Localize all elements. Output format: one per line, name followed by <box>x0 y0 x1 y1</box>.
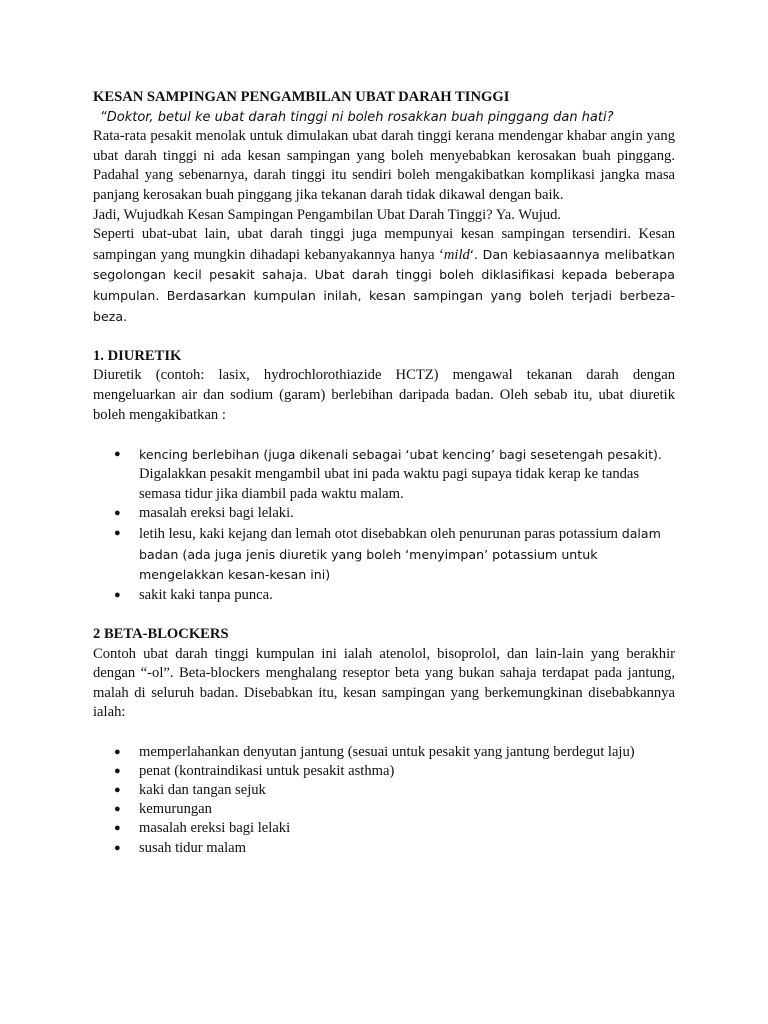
section-1-body: Diuretik (contoh: lasix, hydrochlorothiazide HCTZ) mengawal tekanan darah dengan mengeluarkan air dan sodium (garam) berlebihan daripada badan. Oleh sebab itu, ubat diuretik boleh mengakibatkan : <box>93 367 675 423</box>
list-item <box>93 819 675 838</box>
intro-paragraph-1: Rata-rata pesakit menolak untuk dimulakan ubat darah tinggi kerana mendengar khabar angin yang ubat darah tinggi ni ada kesan sampingan yang boleh menyebabkan kerosakan buah pinggang. Padahal yang sebenarnya, darah tinggi itu sendiri boleh mengakibatkan komplikasi jangka masa panjang kerosakan buah pinggang jika tekanan darah tidak dikawal dengan baik. <box>93 128 675 203</box>
list-item <box>93 504 675 524</box>
list-item-text: kemurungan <box>139 801 212 818</box>
intro-paragraph-3-end: ‘. Dan kebiasaannya melibatkan segolongan kecil pesakit sahaja. Ubat darah tinggi boleh diklasifikasi kepada beberapa kumpulan. Berdasarkan kumpulan inilah, kesan sampingan yang boleh terjadi berbeza-beza. <box>93 246 675 324</box>
list-item <box>93 762 675 781</box>
intro-paragraph-3-start: Seperti ubat-ubat lain, ubat darah tinggi juga mempunyai kesan sampingan tersendiri. Kesan sampingan yang mungkin dihadapi kebanyakannya hanya ‘ <box>93 226 675 263</box>
intro-paragraph-3 <box>93 225 675 327</box>
list-item <box>93 524 675 586</box>
list-item-text: penat (kontraindikasi untuk pesakit asthma) <box>139 762 395 779</box>
bullet-icon: ● <box>114 588 121 601</box>
section-2-heading: 2 BETA-BLOCKERS <box>93 626 229 643</box>
list-item-text: masalah ereksi bagi lelaki. <box>139 505 294 522</box>
bullet-icon: ● <box>114 822 121 835</box>
bullet-icon: ● <box>114 527 121 540</box>
spacer <box>93 425 675 445</box>
bullet-icon: ● <box>114 764 121 777</box>
bullet-icon: ● <box>114 841 121 854</box>
list-item <box>93 781 675 800</box>
opening-quote: “Doktor, betul ke ubat darah tinggi ni boleh rosakkan buah pinggang dan hati? <box>100 109 614 125</box>
list-item <box>93 743 675 762</box>
list-item-text: letih lesu, kaki kejang dan lemah otot disebabkan oleh penurunan paras potassium <box>139 526 619 543</box>
list-item-text: kencing berlebihan (juga dikenali sebagai ‘ubat kencing’ bagi sesetengah pesakit). <box>139 446 662 462</box>
document-title: KESAN SAMPINGAN PENGAMBILAN UBAT DARAH TINGGI <box>93 89 510 105</box>
list-item <box>93 800 675 819</box>
bullet-icon: ● <box>114 447 121 460</box>
list-item-text: masalah ereksi bagi lelaki <box>139 820 291 837</box>
section-2-body: Contoh ubat darah tinggi kumpulan ini ialah atenolol, bisoprolol, dan lain-lain yang berakhir dengan “-ol”. Beta-blockers menghalang reseptor beta yang bukan sahaja terdapat pada jantung, malah di seluruh badan. Disebabkan itu, kesan sampingan yang berkemungkinan disebabkannya ialah: <box>93 645 675 721</box>
list-item <box>93 445 675 505</box>
mild-term: mild <box>443 246 470 263</box>
document-content <box>93 88 675 858</box>
section-1-heading: 1. DIURETIK <box>93 347 182 364</box>
list-item-text: sakit kaki tanpa punca. <box>139 586 273 603</box>
list-item-text: susah tidur malam <box>139 839 247 856</box>
intro-paragraph-2: Jadi, Wujudkah Kesan Sampingan Pengambilan Ubat Darah Tinggi? Ya. Wujud. <box>93 206 562 223</box>
spacer <box>93 605 675 625</box>
list-item-text: kaki dan tangan sejuk <box>139 782 266 798</box>
bullet-icon: ● <box>114 745 121 758</box>
list-item-text: dalam badan (ada juga jenis diuretik yang boleh ‘menyimpan’ potassium untuk mengelakkan kesan-kesan ini) <box>139 526 661 583</box>
list-item-text: memperlahankan denyutan jantung (sesuai untuk pesakit yang jantung berdegut laju) <box>139 743 635 760</box>
bullet-icon: ● <box>114 507 121 520</box>
section-1-bullet-list <box>93 445 675 606</box>
section-2-bullet-list <box>93 743 675 858</box>
list-item-text: Digalakkan pesakit mengambil ubat ini pada waktu pagi supaya tidak kerap ke tandas semasa tidur jika diambil pada waktu malam. <box>139 466 640 502</box>
list-item <box>93 586 675 606</box>
bullet-icon: ● <box>114 784 121 796</box>
spacer <box>93 327 675 347</box>
spacer <box>93 723 675 743</box>
list-item <box>93 839 675 858</box>
bullet-icon: ● <box>114 803 121 816</box>
